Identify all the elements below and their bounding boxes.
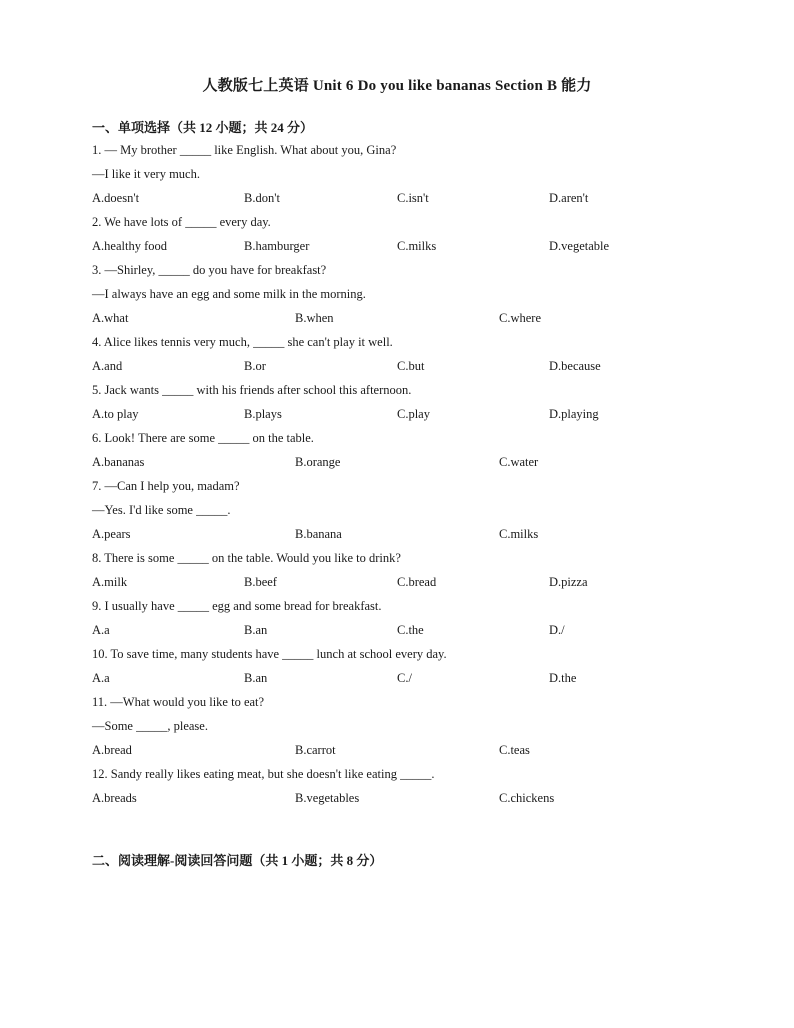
- question-stem: 12. Sandy really likes eating meat, but she doesn't like eating _____.: [92, 767, 435, 781]
- document-title: 人教版七上英语 Unit 6 Do you like bananas Section B 能力: [202, 78, 592, 94]
- answer-option-b: B.an: [244, 623, 268, 637]
- answer-option-a: A.a: [92, 671, 110, 685]
- answer-option-c: C.water: [499, 455, 539, 469]
- answer-option-d: D./: [549, 623, 565, 637]
- answer-option-a: A.milk: [92, 575, 128, 589]
- answer-option-c: C.play: [397, 407, 430, 421]
- question-stem: 3. —Shirley, _____ do you have for breakfast?: [92, 263, 327, 277]
- answer-option-c: C.milks: [397, 239, 437, 253]
- question-stem: 8. There is some _____ on the table. Would you like to drink?: [92, 551, 401, 565]
- answer-option-c: C.bread: [397, 575, 437, 589]
- section-heading-multiple-choice: 一、单项选择（共 12 小题；共 24 分）: [92, 120, 314, 135]
- answer-option-c: C.milks: [499, 527, 539, 541]
- answer-option-b: B.or: [244, 359, 266, 373]
- question-dialogue-line: —Some _____, please.: [92, 719, 208, 733]
- answer-option-b: B.carrot: [295, 743, 336, 757]
- question-stem: 5. Jack wants _____ with his friends after school this afternoon.: [92, 383, 412, 397]
- answer-option-b: B.banana: [295, 527, 342, 541]
- section-heading-reading: 二、阅读理解-阅读回答问题（共 1 小题；共 8 分）: [92, 853, 383, 868]
- answer-option-c: C.where: [499, 311, 541, 325]
- question-stem: 9. I usually have _____ egg and some bread for breakfast.: [92, 599, 382, 613]
- question-dialogue-line: —I like it very much.: [92, 167, 200, 181]
- answer-option-b: B.don't: [244, 191, 280, 205]
- answer-option-d: D.vegetable: [549, 239, 610, 253]
- answer-option-c: C.isn't: [397, 191, 429, 205]
- answer-option-d: D.playing: [549, 407, 599, 421]
- answer-option-b: B.when: [295, 311, 334, 325]
- answer-option-d: D.aren't: [549, 191, 589, 205]
- question-stem: 10. To save time, many students have _____ lunch at school every day.: [92, 647, 447, 661]
- question-stem: 4. Alice likes tennis very much, _____ she can't play it well.: [92, 335, 393, 349]
- answer-option-a: A.healthy food: [92, 239, 167, 253]
- answer-option-c: C.the: [397, 623, 424, 637]
- answer-option-a: A.pears: [92, 527, 131, 541]
- question-stem: 7. —Can I help you, madam?: [92, 479, 240, 493]
- answer-option-c: C.chickens: [499, 791, 555, 805]
- answer-option-a: A.to play: [92, 407, 139, 421]
- answer-option-b: B.plays: [244, 407, 282, 421]
- answer-option-d: D.pizza: [549, 575, 588, 589]
- answer-option-b: B.an: [244, 671, 268, 685]
- answer-option-a: A.and: [92, 359, 123, 373]
- answer-option-a: A.bread: [92, 743, 132, 757]
- answer-option-d: D.the: [549, 671, 577, 685]
- question-stem: 6. Look! There are some _____ on the table.: [92, 431, 314, 445]
- answer-option-a: A.breads: [92, 791, 137, 805]
- question-stem: 11. —What would you like to eat?: [92, 695, 265, 709]
- answer-option-d: D.because: [549, 359, 601, 373]
- question-stem: 1. — My brother _____ like English. What about you, Gina?: [92, 143, 397, 157]
- question-dialogue-line: —I always have an egg and some milk in the morning.: [92, 287, 366, 301]
- answer-option-c: C./: [397, 671, 412, 685]
- answer-option-a: A.bananas: [92, 455, 145, 469]
- answer-option-a: A.a: [92, 623, 110, 637]
- answer-option-a: A.doesn't: [92, 191, 140, 205]
- answer-option-c: C.but: [397, 359, 425, 373]
- answer-option-b: B.orange: [295, 455, 341, 469]
- question-stem: 2. We have lots of _____ every day.: [92, 215, 271, 229]
- answer-option-b: B.beef: [244, 575, 277, 589]
- answer-option-a: A.what: [92, 311, 129, 325]
- question-dialogue-line: —Yes. I'd like some _____.: [92, 503, 231, 517]
- answer-option-c: C.teas: [499, 743, 530, 757]
- answer-option-b: B.hamburger: [244, 239, 310, 253]
- answer-option-b: B.vegetables: [295, 791, 360, 805]
